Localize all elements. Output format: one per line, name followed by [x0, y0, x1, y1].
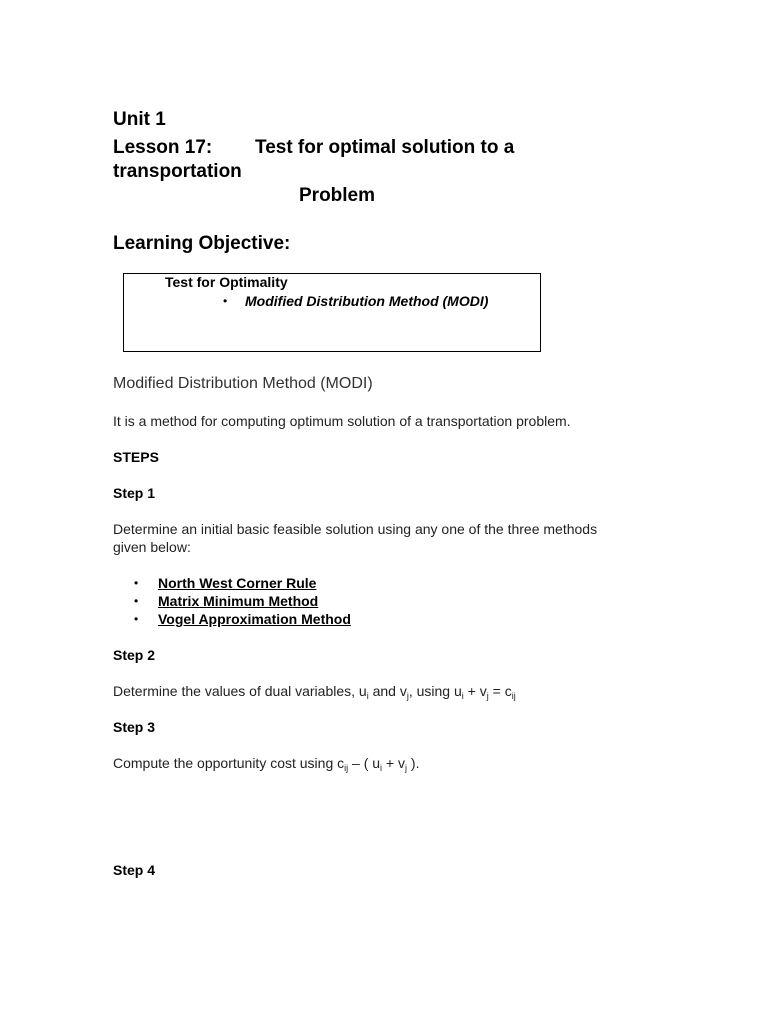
lesson-title-line3: Problem	[299, 185, 376, 206]
step4-label: Step 4	[113, 862, 156, 878]
objective-bullet-icon: •	[223, 294, 228, 308]
lesson-number: Lesson 17:	[113, 137, 213, 158]
lesson-title-line1: Test for optimal solution to a	[255, 137, 515, 158]
method-link-matrix-minimum[interactable]: Matrix Minimum Method	[158, 593, 319, 609]
learning-objective-heading: Learning Objective:	[113, 233, 291, 254]
objective-box-heading: Test for Optimality	[165, 274, 288, 290]
bullet-icon: •	[134, 594, 139, 608]
bullet-icon: •	[134, 612, 139, 626]
step1-label: Step 1	[113, 485, 156, 501]
step1-text-line2: given below:	[113, 539, 191, 555]
step3-label: Step 3	[113, 719, 156, 735]
bullet-icon: •	[134, 576, 139, 590]
step1-text-line1: Determine an initial basic feasible solution using any one of the three methods	[113, 521, 598, 537]
steps-label: STEPS	[113, 449, 159, 465]
section-title: Modified Distribution Method (MODI)	[113, 375, 373, 392]
unit-title: Unit 1	[113, 109, 166, 130]
method-link-north-west[interactable]: North West Corner Rule	[158, 575, 317, 591]
lesson-title-line2: transportation	[113, 161, 242, 182]
method-link-vogel[interactable]: Vogel Approximation Method	[158, 611, 351, 627]
section-intro: It is a method for computing optimum solution of a transportation problem.	[113, 413, 571, 429]
step2-label: Step 2	[113, 647, 156, 663]
objective-item: Modified Distribution Method (MODI)	[245, 293, 489, 309]
step2-text: Determine the values of dual variables, $u_i$ and $v_j$, using $u_i + v_j = c_{ij}$	[113, 683, 516, 701]
step3-text: Compute the opportunity cost using $c_{ij}$ – ( $u_i + v_j$ ).	[113, 755, 420, 773]
